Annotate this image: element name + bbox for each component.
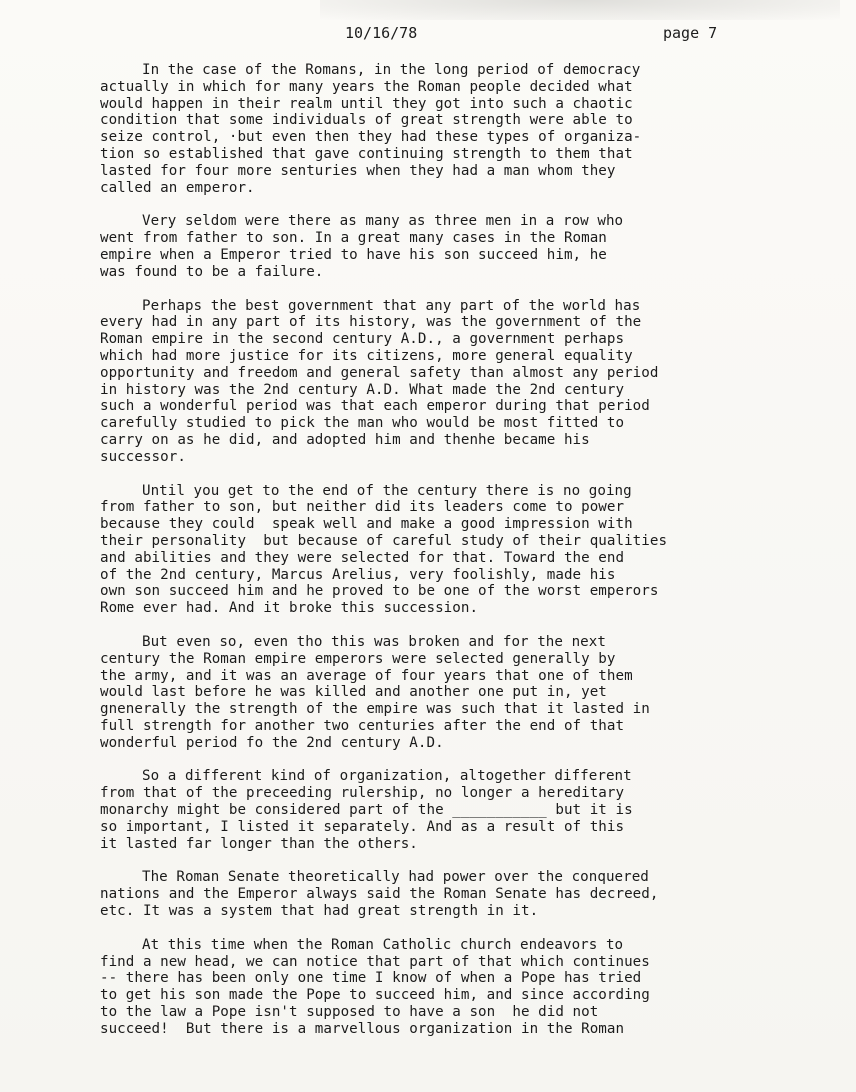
text-line: monarchy might be considered part of the ___________ but it is xyxy=(100,802,633,819)
text-line: At this time when the Roman Catholic church endeavors to xyxy=(142,936,624,953)
text-line: tion so established that gave continuing strength to them that xyxy=(100,145,633,162)
paragraph xyxy=(100,768,790,852)
text-line: So a different kind of organization, altogether different xyxy=(142,768,632,785)
text-line: went from father to son. In a great many cases in the Roman xyxy=(100,230,607,247)
text-line: Until you get to the end of the century there is no going xyxy=(142,482,632,499)
text-line: carefully studied to pick the man who would be most fitted to xyxy=(100,415,625,432)
text-line: was found to be a failure. xyxy=(100,263,324,280)
text-line: In the case of the Romans, in the long period of democracy xyxy=(142,62,641,78)
text-line: Very seldom were there as many as three men in a row who xyxy=(142,213,624,230)
document-body xyxy=(100,62,790,1055)
text-line: the army, and it was an average of four years that one of them xyxy=(100,667,633,684)
text-line: because they could speak well and make a good impression with xyxy=(100,516,633,533)
text-line: century the Roman empire emperors were selected generally by xyxy=(100,650,616,667)
text-line: from that of the preceeding rulership, no longer a hereditary xyxy=(100,785,625,802)
paragraph xyxy=(100,62,790,196)
text-line: succeed! But there is a marvellous organization in the Roman xyxy=(100,1020,625,1037)
text-line: empire when a Emperor tried to have his son succeed him, he xyxy=(100,246,607,263)
paragraph xyxy=(100,634,790,752)
header-date: 10/16/78 xyxy=(345,24,418,42)
text-line: and abilities and they were selected for that. Toward the end xyxy=(100,549,625,566)
header-page-number: page 7 xyxy=(663,24,718,42)
text-line: which had more justice for its citizens, more general equality xyxy=(100,347,633,364)
text-line: condition that some individuals of great strength were able to xyxy=(100,112,633,129)
text-line: full strength for another two centuries after the end of that xyxy=(100,717,625,734)
text-line: wonderful period fo the 2nd century A.D. xyxy=(100,734,444,751)
text-line: But even so, even tho this was broken and for the next xyxy=(142,633,606,650)
text-line: their personality but because of careful study of their qualities xyxy=(100,532,668,549)
scan-smudge xyxy=(320,0,840,20)
paragraph xyxy=(100,937,790,1038)
text-line: own son succeed him and he proved to be one of the worst emperors xyxy=(100,583,659,600)
text-line: gnenerally the strength of the empire was such that it lasted in xyxy=(100,701,650,718)
text-line: from father to son, but neither did its leaders come to power xyxy=(100,499,625,516)
paragraph xyxy=(100,298,790,466)
text-line: in history was the 2nd century A.D. What made the 2nd century xyxy=(100,381,625,398)
text-line: -- there has been only one time I know of when a Pope has tried xyxy=(100,970,642,987)
text-line: would last before he was killed and another one put in, yet xyxy=(100,684,607,701)
text-line: find a new head, we can notice that part of that which continues xyxy=(100,953,650,970)
text-line: carry on as he did, and adopted him and thenhe became his xyxy=(100,431,590,448)
text-line: seize control, ·but even then they had these types of organiza- xyxy=(100,129,642,146)
text-line: called an emperor. xyxy=(100,179,255,196)
text-line: to get his son made the Pope to succeed him, and since according xyxy=(100,987,650,1004)
text-line: such a wonderful period was that each emperor during that period xyxy=(100,398,650,415)
text-line: successor. xyxy=(100,448,186,465)
page-header xyxy=(0,24,856,48)
paragraph xyxy=(100,869,790,919)
text-line: Roman empire in the second century A.D., a government perhaps xyxy=(100,331,625,348)
text-line: Rome ever had. And it broke this succession. xyxy=(100,600,479,617)
text-line: of the 2nd century, Marcus Arelius, very foolishly, made his xyxy=(100,566,616,583)
text-line: so important, I listed it separately. And as a result of this xyxy=(100,818,625,835)
text-line: to the law a Pope isn't supposed to have a son he did not xyxy=(100,1004,599,1021)
text-line: Perhaps the best government that any part of the world has xyxy=(142,297,641,314)
text-line: nations and the Emperor always said the Roman Senate has decreed, xyxy=(100,886,659,903)
text-line: etc. It was a system that had great strength in it. xyxy=(100,903,539,920)
text-line: opportunity and freedom and general safety than almost any period xyxy=(100,364,659,381)
text-line: would happen in their realm until they got into such a chaotic xyxy=(100,95,633,112)
text-line: every had in any part of its history, was the government of the xyxy=(100,314,642,331)
paragraph xyxy=(100,483,790,617)
text-line: lasted for four more senturies when they had a man whom they xyxy=(100,162,616,179)
text-line: actually in which for many years the Roman people decided what xyxy=(100,78,633,95)
text-line: The Roman Senate theoretically had power over the conquered xyxy=(142,869,649,886)
text-line: it lasted far longer than the others. xyxy=(100,835,418,852)
paragraph xyxy=(100,213,790,280)
